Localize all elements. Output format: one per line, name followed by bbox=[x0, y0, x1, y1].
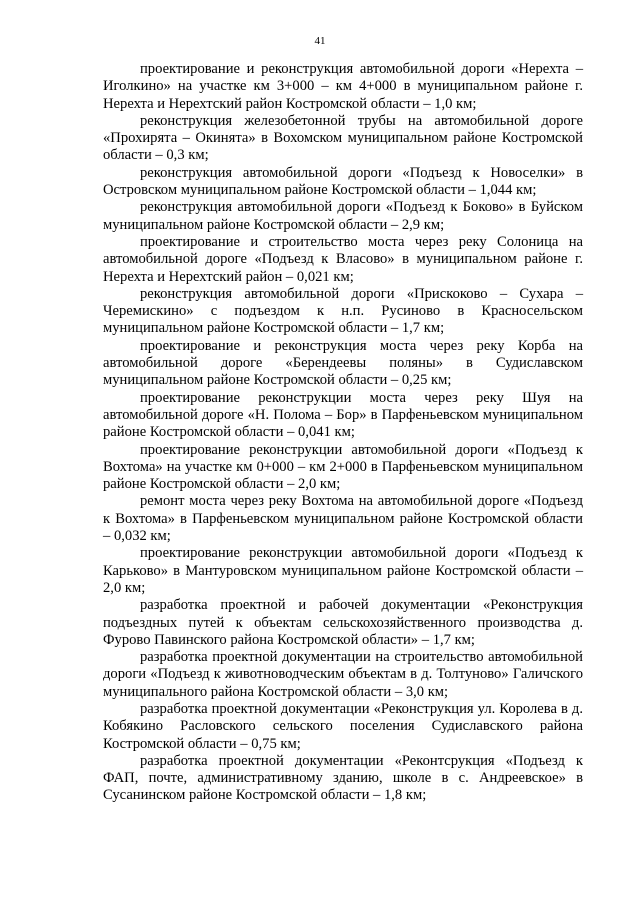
paragraph: разработка проектной документации на строительство автомобильной дороги «Подъезд к животноводческим объектам в д. Толтуново» Галичского муниципального района Костромской области – 3,0 км; bbox=[103, 649, 583, 700]
paragraph: проектирование реконструкции моста через реку Шуя на автомобильной дороге «Н. Полома – Бор» в Парфеньевском муниципальном районе Костромской области – 0,041 км; bbox=[103, 389, 583, 441]
paragraph: разработка проектной документации «Реконструкция ул. Королева в д. Кобякино Расловского сельского поселения Судиславского района Костромской области – 0,75 км; bbox=[103, 700, 583, 752]
paragraph: реконструкция автомобильной дороги «Подъезд к Боково» в Буйском муниципальном районе Костромской области – 2,9 км; bbox=[103, 199, 583, 233]
paragraph: проектирование и реконструкция автомобильной дороги «Нерехта – Иголкино» на участке км 3+000 – км 4+000 в муниципальном районе г. Нерехта и Нерехтский район Костромской области – 1,0 км; bbox=[103, 61, 583, 112]
paragraph: разработка проектной и рабочей документации «Реконструкция подъездных путей к объектам сельскохозяйственного производства д. Фурово Павинского района Костромской области» – 1,7 км; bbox=[103, 597, 583, 648]
document-body bbox=[103, 61, 583, 805]
paragraph: ремонт моста через реку Вохтома на автомобильной дороге «Подъезд к Вохтома» в Парфеньевском муниципальном районе Костромской области – 0,032 км; bbox=[103, 493, 583, 545]
paragraph: проектирование и реконструкция моста через реку Корба на автомобильной дороге «Берендеевы поляны» в Судиславском муниципальном районе Костромской области – 0,25 км; bbox=[103, 337, 583, 389]
paragraph: проектирование реконструкции автомобильной дороги «Подъезд к Вохтома» на участке км 0+000 – км 2+000 в Парфеньевском муниципальном районе Костромской области – 2,0 км; bbox=[103, 441, 583, 493]
paragraph: реконструкция автомобильной дороги «Подъезд к Новоселки» в Островском муниципальном районе Костромской области – 1,044 км; bbox=[103, 164, 583, 199]
paragraph: реконструкция железобетонной трубы на автомобильной дороге «Прохирята – Окинята» в Вохомском муниципальном районе Костромской области – 0,3 км; bbox=[103, 112, 583, 164]
paragraph: разработка проектной документации «Реконтсрукция «Подъезд к ФАП, почте, административному зданию, школе в с. Андреевское» в Сусанинском районе Костромской области – 1,8 км; bbox=[103, 752, 583, 804]
page-number: 41 bbox=[314, 35, 326, 47]
paragraph: проектирование и строительство моста через реку Солоница на автомобильной дороге «Подъезд к Власово» в муниципальном районе г. Нерехта и Нерехтский район – 0,021 км; bbox=[103, 233, 583, 285]
paragraph: проектирование реконструкции автомобильной дороги «Подъезд к Карьково» в Мантуровском муниципальном районе Костромской области – 2,0 км; bbox=[103, 545, 583, 596]
paragraph: реконструкция автомобильной дороги «Прискоково – Сухара – Черемискино» с подъездом к н.п. Русиново в Красносельском муниципальном районе Костромской области – 1,7 км; bbox=[103, 285, 583, 337]
